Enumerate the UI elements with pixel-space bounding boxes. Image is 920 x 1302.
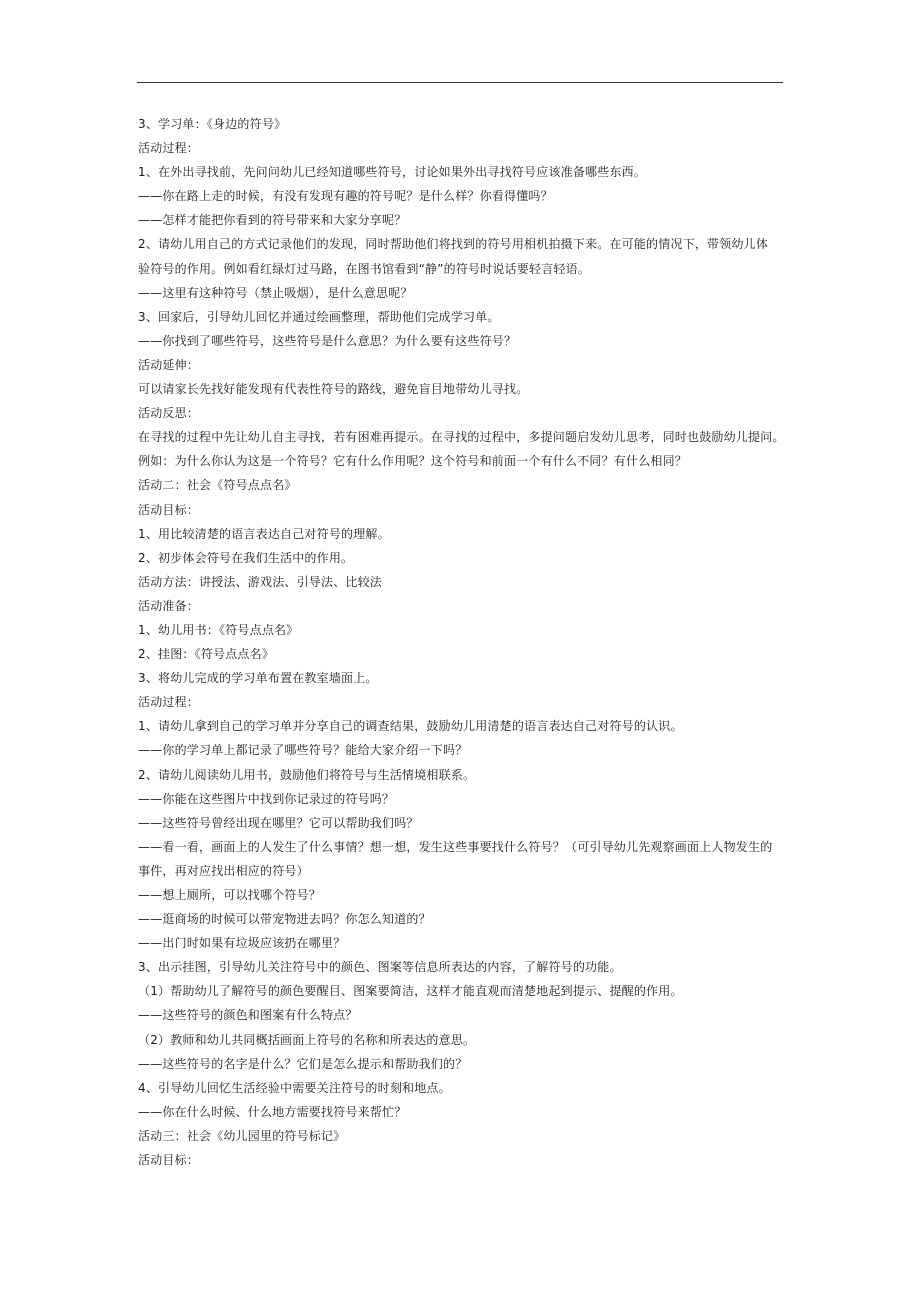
text-line: 4、引导幼儿回忆生活经验中需要关注符号的时刻和地点。 — [138, 1080, 451, 1095]
text-line: 2、初步体会符号在我们生活中的作用。 — [138, 550, 354, 565]
text-line: 活动方法：讲授法、游戏法、引导法、比较法 — [138, 574, 383, 589]
document-body — [138, 112, 788, 1172]
text-line: 1、用比较清楚的语言表达自己对符号的理解。 — [138, 526, 390, 541]
text-line: 3、将幼儿完成的学习单布置在教室墙面上。 — [138, 671, 378, 686]
text-line: ——这些符号的颜色和图案有什么特点？ — [138, 1008, 358, 1023]
text-line: （1）帮助幼儿了解符号的颜色要醒目、图案要简洁，这样才能直观而清楚地起到提示、提醒的作用。 — [138, 984, 683, 999]
text-line: 活动三：社会《幼儿园里的符号标记》 — [138, 1128, 346, 1143]
text-line: ——怎样才能把你看到的符号带来和大家分享呢？ — [138, 213, 407, 228]
text-line: ——逛商场的时候可以带宠物进去吗？你怎么知道的？ — [138, 912, 431, 927]
text-line: 3、出示挂图，引导幼儿关注符号中的颜色、图案等信息所表达的内容，了解符号的功能。 — [138, 960, 622, 975]
text-line: 活动目标： — [138, 1153, 200, 1168]
text-line: 3、学习单：《身边的符号》 — [138, 117, 287, 131]
text-line: 活动准备： — [138, 598, 200, 613]
text-line: ——你的学习单上都记录了哪些符号？能给大家介绍一下吗？ — [138, 743, 468, 758]
text-line: 活动二：社会《符号点点名》 — [138, 478, 297, 493]
text-line: ——想上厕所，可以找哪个符号？ — [138, 888, 322, 902]
text-line: 2、挂图：《符号点点名》 — [138, 647, 275, 662]
text-line: ——你找到了哪些符号，这些符号是什么意思？为什么要有这些符号？ — [138, 333, 517, 348]
text-line: 活动过程： — [138, 695, 200, 710]
text-line: 活动目标： — [138, 502, 200, 517]
text-line: ——这些符号曾经出现在哪里？它可以帮助我们吗？ — [138, 815, 419, 830]
text-line: 活动反思： — [138, 406, 200, 421]
text-line: ——出门时如果有垃圾应该扔在哪里？ — [138, 936, 346, 951]
text-line: ——看一看，画面上的人发生了什么事情？想一想，发生这些事要找什么符号？（可引导幼儿先观察画面上人物发生的 — [138, 839, 773, 854]
text-line: ——你在路上走的时候，有没有发现有趣的符号呢？是什么样？你看得懂吗？ — [138, 189, 553, 204]
text-line: ——这些符号的名字是什么？它们是怎么提示和帮助我们的？ — [138, 1056, 468, 1071]
text-line: 验符号的作用。例如看红绿灯过马路，在图书馆看到“静”的符号时说话要轻言轻语。 — [138, 261, 591, 276]
text-line: ——这里有这种符号（禁止吸烟），是什么意思呢？ — [138, 285, 413, 300]
text-line: 1、请幼儿拿到自己的学习单并分享自己的调查结果，鼓励幼儿用清楚的语言表达自己对符号的认识。 — [138, 719, 683, 734]
text-line: 2、请幼儿阅读幼儿用书，鼓励他们将符号与生活情境相联系。 — [138, 767, 476, 782]
text-line: 活动过程： — [138, 141, 200, 156]
text-line: ——你在什么时候、什么地方需要找符号来帮忙？ — [138, 1104, 407, 1119]
text-line: 2、请幼儿用自己的方式记录他们的发现，同时帮助他们将找到的符号用相机拍摄下来。在可能的情况下，带领幼儿体 — [138, 237, 769, 252]
text-line: 可以请家长先找好能发现有代表性符号的路线，避免盲目地带幼儿寻找。 — [138, 382, 529, 397]
text-line: 例如：为什么你认为这是一个符号？它有什么作用呢？这个符号和前面一个有什么不同？有什么相同？ — [138, 454, 688, 469]
text-line: 3、回家后，引导幼儿回忆并通过绘画整理，帮助他们完成学习单。 — [138, 309, 500, 324]
text-line: 活动延伸： — [138, 357, 200, 372]
text-line: 事件，再对应找出相应的符号） — [138, 863, 309, 878]
header-rule — [137, 82, 783, 83]
text-line: 1、在外出寻找前，先问问幼儿已经知道哪些符号，讨论如果外出寻找符号应该准备哪些东西。 — [138, 165, 647, 180]
text-line: 1、幼儿用书：《符号点点名》 — [138, 622, 299, 637]
text-line: （2）教师和幼儿共同概括画面上符号的名称和所表达的意思。 — [138, 1032, 476, 1047]
text-line: 在寻找的过程中先让幼儿自主寻找，若有困难再提示。在寻找的过程中，多提问题启发幼儿思考，同时也鼓励幼儿提问。 — [138, 430, 785, 445]
text-line: ——你能在这些图片中找到你记录过的符号吗？ — [138, 791, 395, 806]
